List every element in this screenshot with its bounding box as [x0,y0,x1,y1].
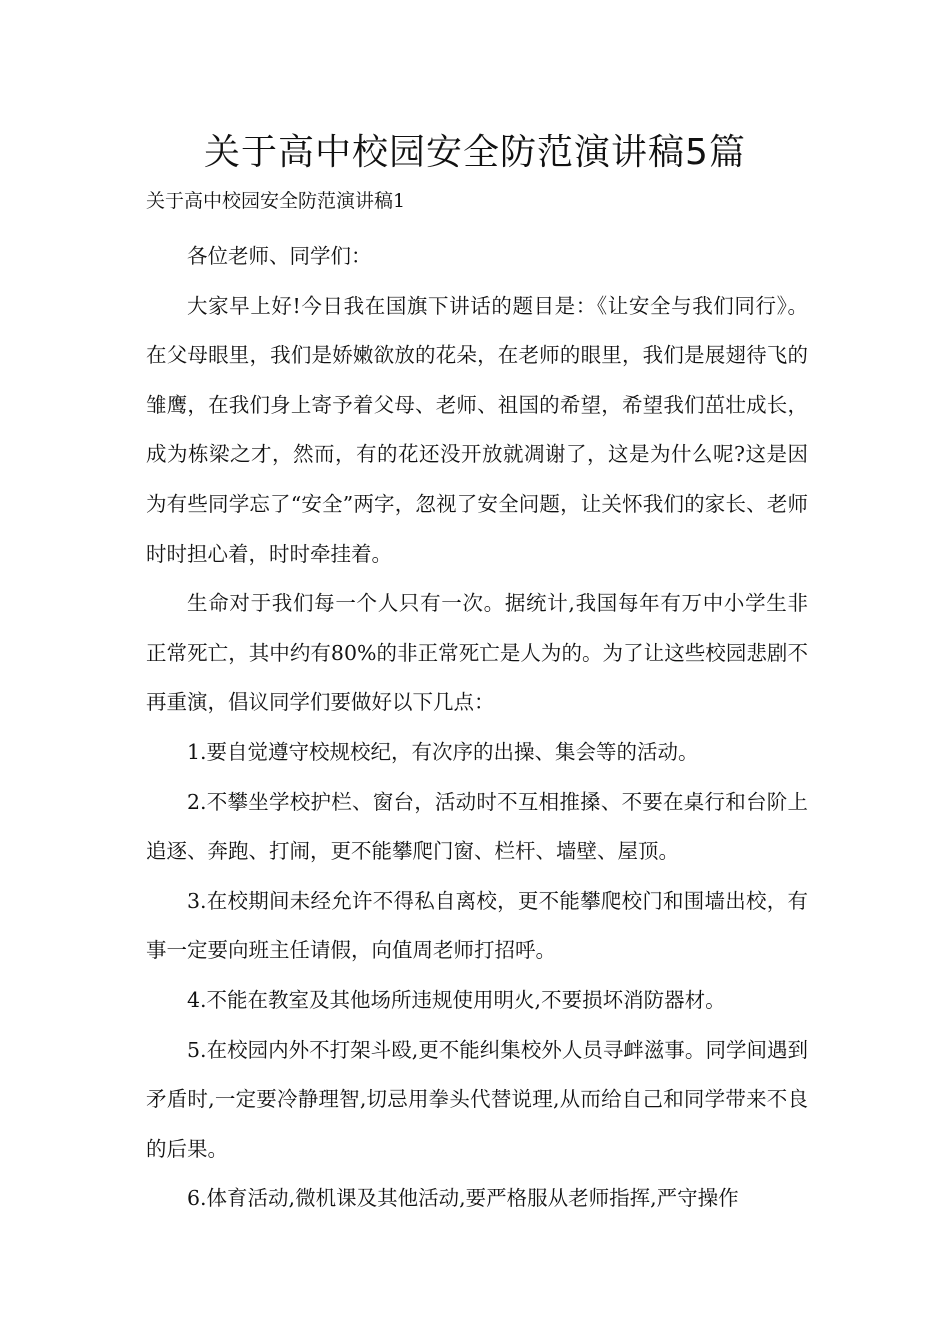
paragraph-point-4: 4.不能在教室及其他场所违规使用明火,不要损坏消防器材。 [187,987,726,1012]
paragraph-point-2: 2.不攀坐学校护栏、窗台，活动时不互相推搡、不要在桌行和台阶上追逐、奔跑、打闹，更不能攀爬门窗、栏杆、墙壁、屋顶。 [146,789,808,864]
document-subtitle: 关于高中校园安全防范演讲稿1 [146,190,406,212]
paragraph-intro: 大家早上好!今日我在国旗下讲话的题目是：《让安全与我们同行》。 在父母眼里，我们是娇嫩欲放的花朵，在老师的眼里，我们是展翅待飞的雏鹰，在我们身上寄予着父母、老师、祖国的希望，希望我们茁壮成长，成为栋梁之才，然而，有的花还没开放就凋谢了，这是为什么呢?这是因为有些同学忘了“安全”两字，忽视了安全问题，让关怀我们的家长、老师时时担心着，时时牵挂着。 [146,293,808,566]
paragraph-point-3: 3.在校期间未经允许不得私自离校，更不能攀爬校门和围墙出校，有事一定要向班主任请假，向值周老师打招呼。 [146,888,808,963]
paragraph-point-6: 6.体育活动,微机课及其他活动,要严格服从老师指挥,严守操作 [187,1186,739,1211]
paragraph-point-1: 1.要自觉遵守校规校纪，有次序的出操、集会等的活动。 [187,739,699,764]
paragraph-statistics: 生命对于我们每一个人只有一次。据统计,我国每年有万中小学生非正常死亡，其中约有80%的非正常死亡是人为的。为了让这些校园悲剧不再重演，倡议同学们要做好以下几点： [146,591,808,715]
paragraph-greeting: 各位老师、同学们： [187,244,372,268]
document-title: 关于高中校园安全防范演讲稿5篇 [204,132,746,173]
paragraph-point-5: 5.在校园内外不打架斗殴,更不能纠集校外人员寻衅滋事。同学间遇到矛盾时,一定要冷静理智,切忌用拳头代替说理,从而给自己和同学带来不良的后果。 [146,1037,808,1161]
document-body [146,232,808,1224]
